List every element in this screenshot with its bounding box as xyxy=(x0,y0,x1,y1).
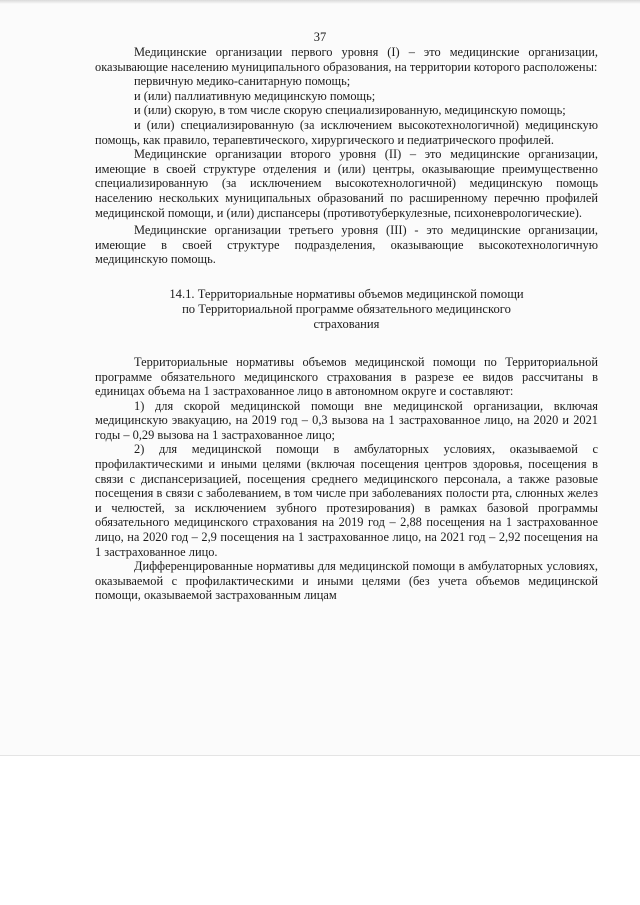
list-item-primary-care: первичную медико-санитарную помощь; xyxy=(134,74,351,89)
paragraph-normatives-intro: Территориальные нормативы объемов медицинской помощи по Территориальной программе обязательного медицинского страхования в разрезе ее видов рассчитаны в единицах объема на 1 застрахованное лицо в автономном округе и составляют: xyxy=(95,354,598,399)
section-heading-line-1: 14.1. Территориальные нормативы объемов медицинской помощи xyxy=(169,286,524,301)
paragraph-level-1-definition: Медицинские организации первого уровня (I) – это медицинские организации, оказывающие населению муниципального образования, на территории которого расположены: xyxy=(95,45,598,74)
list-item-specialized-care: и (или) специализированную (за исключением высокотехнологичной) медицинскую помощь, как правило, терапевтического, хирургического и педиатрического профилей. xyxy=(95,117,598,147)
list-item-emergency-care: и (или) скорую, в том числе скорую специализированную, медицинскую помощь; xyxy=(134,103,566,118)
section-heading-line-3: страхования xyxy=(313,316,380,331)
page-number: 37 xyxy=(313,30,327,44)
list-item-palliative-care: и (или) паллиативную медицинскую помощь; xyxy=(134,88,376,103)
paragraph-level-2-definition: Медицинские организации второго уровня (II) – это медицинские организации, имеющие в своей структуре отделения и (или) центры, оказывающие преимущественно специализированную (за исключением высокотехнологичной) медицинскую помощь населению нескольких муниципальных образований по расширенному перечню профилей медицинской помощи, и (или) диспансеры (противотуберкулезные, психоневрологические). xyxy=(95,147,598,220)
section-heading xyxy=(95,287,598,332)
section-heading-line-2: по Территориальной программе обязательного медицинского xyxy=(182,301,511,316)
paragraph-emergency-normative: 1) для скорой медицинской помощи вне медицинской организации, включая медицинскую эвакуацию, на 2019 год – 0,3 вызова на 1 застрахованное лицо, на 2020 и 2021 годы – 0,29 вызова на 1 застрахованное лицо; xyxy=(95,398,598,442)
paragraph-level-3-definition: Медицинские организации третьего уровня (III) - это медицинские организации, имеющие в своей структуре подразделения, оказывающие высокотехнологичную медицинскую помощь. xyxy=(95,223,598,267)
paragraph-differentiated-normatives: Дифференцированные нормативы для медицинской помощи в амбулаторных условиях, оказываемой с профилактическими и иными целями (без учета объемов медицинской помощи, оказываемой застрахованным лицам xyxy=(95,559,598,603)
scan-edge-shadow xyxy=(0,0,640,4)
paragraph-outpatient-normative: 2) для медицинской помощи в амбулаторных условиях, оказываемой с профилактическими и иными целями (включая посещения центров здоровья, посещения в связи с диспансеризацией, посещения среднего медицинского персонала, а также разовые посещения в связи с заболеванием, в том числе при заболеваниях полости рта, слюнных желез и челюстей, за исключением зубного протезирования) в рамках базовой программы обязательного медицинского страхования на 2019 год – 2,88 посещения на 1 застрахованное лицо, на 2020 год – 2,9 посещения на 1 застрахованное лицо, на 2021 год – 2,92 посещения на 1 застрахованное лицо. xyxy=(95,442,598,559)
page-content xyxy=(95,45,598,603)
